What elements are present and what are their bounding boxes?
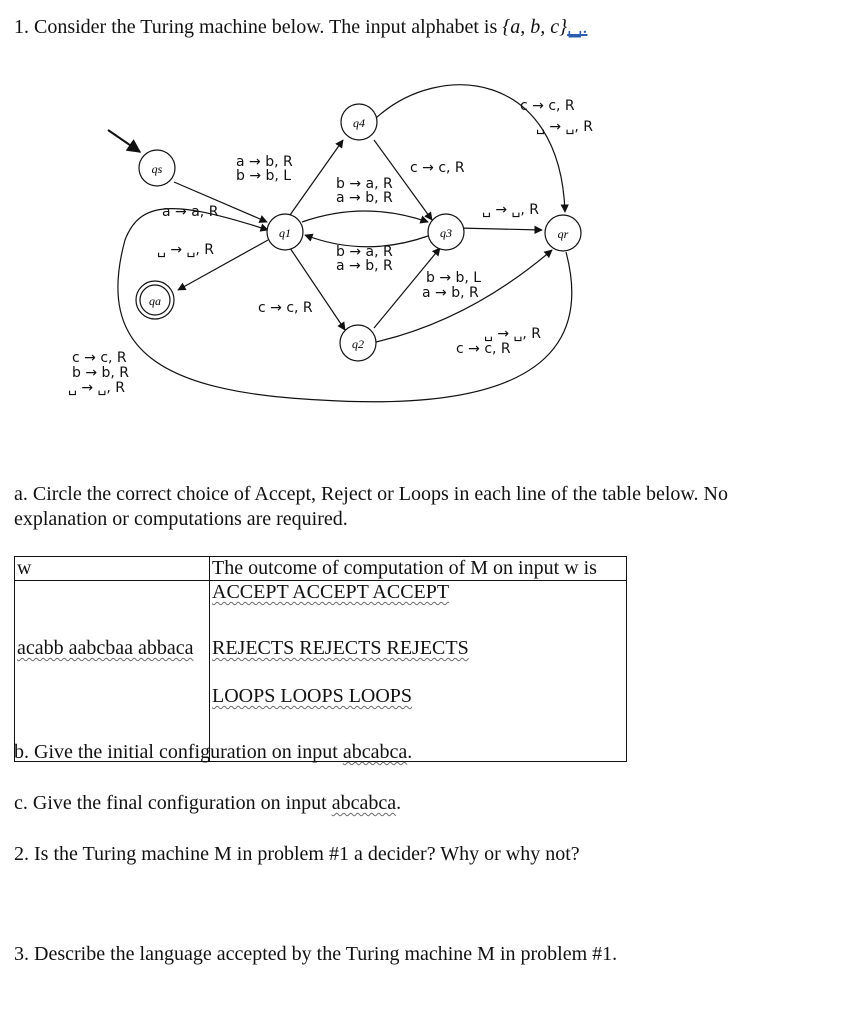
label-q4-q3: c → c, R bbox=[410, 160, 465, 176]
label-q2-q3-b: b → b, L bbox=[426, 270, 482, 286]
svg-text:qs: qs bbox=[151, 162, 163, 176]
outcome-table bbox=[14, 556, 627, 762]
part-a-line-2: explanation or computations are required. bbox=[14, 508, 348, 530]
svg-text:q3: q3 bbox=[440, 226, 452, 240]
label-qs-q1-b: b → b, L bbox=[236, 168, 292, 184]
label-qs-q1-top: a → b, R bbox=[236, 154, 293, 170]
part-c: c. Give the final configuration on input abcabca. bbox=[14, 792, 402, 814]
label-q3-q1-b: b → a, R bbox=[336, 244, 393, 260]
blank-symbol-mark: ␣. bbox=[567, 16, 588, 38]
label-q1-q4-b: b → a, R bbox=[336, 176, 393, 192]
label-q2-q3-a: a → b, R bbox=[422, 285, 479, 301]
state-q2 bbox=[340, 325, 376, 361]
input-alphabet: {a, b, c} bbox=[502, 16, 568, 38]
question-2: 2. Is the Turing machine M in problem #1 a decider? Why or why not? bbox=[14, 843, 580, 865]
label-q4-qr-c: c → c, R bbox=[520, 98, 575, 114]
state-q4 bbox=[341, 104, 377, 140]
state-qs bbox=[139, 150, 175, 186]
start-arrow bbox=[108, 130, 140, 152]
part-c-input: abcabca bbox=[331, 792, 397, 814]
turing-machine-diagram bbox=[0, 60, 841, 470]
table-header-row bbox=[15, 557, 627, 581]
svg-text:q4: q4 bbox=[353, 116, 365, 130]
loops-options[interactable]: LOOPS LOOPS LOOPS bbox=[212, 685, 413, 707]
accept-options[interactable]: ACCEPT ACCEPT ACCEPT bbox=[212, 581, 450, 603]
svg-text:q2: q2 bbox=[352, 337, 364, 351]
label-q3-qr: ␣ → ␣, R bbox=[482, 202, 540, 218]
svg-text:qr: qr bbox=[557, 227, 569, 241]
state-q1 bbox=[267, 214, 303, 250]
header-outcome: The outcome of computation of M on input w is bbox=[210, 557, 627, 581]
label-q1-q4-a: a → b, R bbox=[336, 190, 393, 206]
question-3: 3. Describe the language accepted by the Turing machine M in problem #1. bbox=[14, 943, 618, 965]
label-loop-b: b → b, R bbox=[72, 365, 130, 381]
inputs-cell bbox=[15, 581, 210, 762]
label-qs-q1-a: a → a, R bbox=[162, 204, 219, 220]
part-b: b. Give the initial configuration on input abcabca. bbox=[14, 741, 413, 763]
label-q1-qa: ␣ → ␣, R bbox=[157, 242, 215, 258]
part-a-line-1: a. Circle the correct choice of Accept, Reject or Loops in each line of the table below. No bbox=[14, 483, 728, 505]
label-q4-qr-blank: ␣ → ␣, R bbox=[536, 119, 594, 135]
svg-text:q1: q1 bbox=[279, 226, 291, 240]
label-loop-c: c → c, R bbox=[72, 350, 127, 366]
state-qr bbox=[545, 215, 581, 251]
question-1-text: 1. Consider the Turing machine below. The input alphabet is bbox=[14, 16, 503, 38]
edge-q3-qr bbox=[458, 228, 542, 230]
label-loop-blank: ␣ → ␣, R bbox=[68, 380, 126, 396]
reject-options[interactable]: REJECTS REJECTS REJECTS bbox=[212, 637, 469, 659]
label-q3-q1-a: a → b, R bbox=[336, 258, 393, 274]
label-q2-qr-blank: ␣ → ␣, R bbox=[484, 326, 542, 342]
input-strings: acabb aabcbaa abbaca bbox=[17, 637, 194, 659]
svg-text:qa: qa bbox=[149, 294, 161, 308]
table-row bbox=[15, 581, 627, 762]
edge-q1-q3-upper bbox=[302, 211, 428, 222]
state-q3 bbox=[428, 214, 464, 250]
state-qa bbox=[136, 281, 174, 319]
question-1-heading bbox=[14, 14, 587, 39]
part-b-input: abcabca bbox=[342, 741, 408, 763]
label-q1-q2: c → c, R bbox=[258, 300, 313, 316]
label-q2-qr-c: c → c, R bbox=[456, 341, 511, 357]
edge-loop-bottom bbox=[118, 209, 572, 402]
header-w: w bbox=[15, 557, 210, 581]
outcomes-cell bbox=[210, 581, 627, 762]
